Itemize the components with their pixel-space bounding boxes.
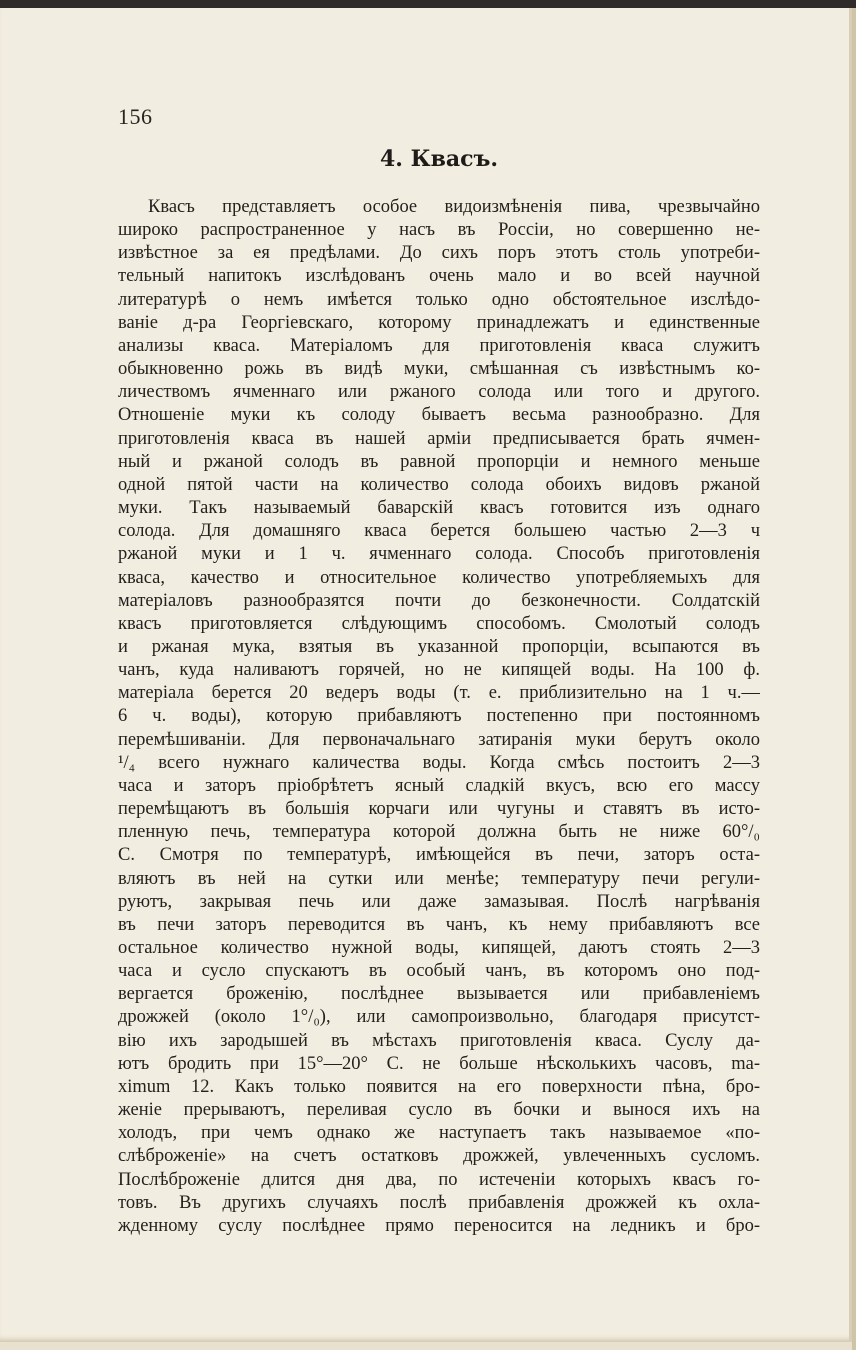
text-line: холодъ, при чемъ однако же наступаетъ такъ называемое «по- [118,1123,760,1144]
scan-top-edge [0,0,856,8]
text-line: Квасъ представляетъ особое видоизмѣненія пива, чрезвычайно [148,197,760,217]
text-line: дрожжей (около 1°/₀), или самопроизвольно, благодаря присутст- [118,1007,760,1028]
text-line: одной пятой части на количество солода обоихъ видовъ ржаной [118,474,760,495]
text-line: товъ. Въ другихъ случаяхъ послѣ прибавленія дрожжей къ охла- [118,1192,760,1213]
text-line: слѣброженіе» на счетъ остатковъ дрожжей, увлеченныхъ сусломъ. [118,1146,760,1167]
page-number: 156 [118,104,153,129]
text-line: матеріала берется 20 ведеръ воды (т. е. приблизительно на 1 ч.— [118,683,760,704]
scan-right-edge [852,8,856,1350]
text-line: въ печи заторъ переводится въ чанъ, къ нему прибавляютъ все [118,914,760,935]
text-line: Отношеніе муки къ солоду бываетъ весьма разнообразно. Для [118,405,760,426]
text-line: личествомъ ячменнаго или ржаного солода или того и другого. [118,382,760,403]
text-line: ный и ржаной солодъ въ равной пропорціи и немного меньше [118,451,760,472]
text-line: часа и сусло спускаютъ въ особый чанъ, въ которомъ оно под- [118,961,760,982]
text-line: вію ихъ зародышей въ мѣстахъ приготовленія кваса. Суслу да- [118,1030,760,1051]
text-line: приготовленія кваса въ нашей арміи предписывается брать ячмен- [118,428,760,449]
text-line: обыкновенно рожь въ видѣ муки, смѣшанная съ извѣстнымъ ко- [118,359,760,380]
text-line: солода. Для домашняго кваса берется большею частью 2—3 ч [118,521,760,542]
text-line: кваса, качество и относительное количество употребляемыхъ для [118,567,760,588]
text-line: тельный напитокъ изслѣдованъ очень мало и во всей научной [118,266,760,287]
text-line: широко распространенное у насъ въ Россіи, но совершенно не- [118,220,760,241]
section-heading: 4. Квасъ. [379,146,499,172]
text-line: квасъ приготовляется слѣдующимъ способомъ. Смолотый солодъ [118,613,760,634]
text-line: Послѣброженіе длится дня два, по истеченіи которыхъ квасъ го- [118,1169,760,1190]
text-line: ютъ бродить при 15°—20° С. не больше нѣсколькихъ часовъ, ma- [118,1053,760,1074]
text-line: ¹/₄ всего нужнаго каличества воды. Когда смѣсь постоитъ 2—3 [118,752,760,773]
text-line: пленную печь, температура которой должна быть не ниже 60°/₀ [118,822,760,843]
text-line: перемѣшиваніи. Для первоначальнаго затиранія муки берутъ около [118,729,760,750]
text-line: матеріаловъ разнообразятся почти до безконечности. Солдатскій [118,590,760,611]
text-line: остальное количество нужной воды, кипящей, даютъ стоять 2—3 [118,938,760,958]
text-line: жденному суслу послѣднее прямо переносится на ледникъ и бро- [118,1215,760,1236]
text-line: извѣстное за ея предѣлами. До сихъ поръ этотъ столь употреби- [118,243,760,264]
text-line: перемѣщаютъ въ большія корчаги или чугуны и ставятъ въ исто- [118,799,760,820]
text-line: ржаной муки и 1 ч. ячменнаго солода. Способъ приготовленія [118,544,760,565]
text-line: вляютъ въ ней на сутки или менѣе; температуру печи регули- [118,868,760,889]
text-line: анализы кваса. Матеріаломъ для приготовленія кваса служитъ [118,335,760,356]
text-line: женіе прерываютъ, переливая сусло въ бочки и вынося ихъ на [118,1100,760,1121]
text-line: ximum 12. Какъ только появится на его поверхности пѣна, бро- [118,1076,760,1097]
text-line: литературѣ о немъ имѣется только одно обстоятельное изслѣдо- [118,289,760,310]
text-line: муки. Такъ называемый баварскій квасъ готовится изъ однаго [118,498,760,519]
text-line: С. Смотря по температурѣ, имѣющейся въ печи, заторъ оста- [118,845,760,866]
text-line: ваніе д-ра Георгіевскаго, которому принадлежатъ и единственные [118,312,760,333]
text-line: часа и заторъ пріобрѣтетъ ясный сладкій вкусъ, всю его массу [118,775,760,796]
text-line: руютъ, закрывая печь или даже замазывая. Послѣ нагрѣванія [118,891,760,912]
text-line: 6 ч. воды), которую прибавляютъ постепенно при постоянномъ [118,706,760,727]
text-line: и ржаная мука, взятыя въ указанной пропорціи, всыпаются въ [118,636,760,657]
body-text [118,196,760,1238]
text-line: чанъ, куда наливаютъ горячей, но не кипящей воды. На 100 ф. [118,660,760,681]
text-line: вергается броженію, послѣднее вызывается или прибавленіемъ [118,984,760,1005]
